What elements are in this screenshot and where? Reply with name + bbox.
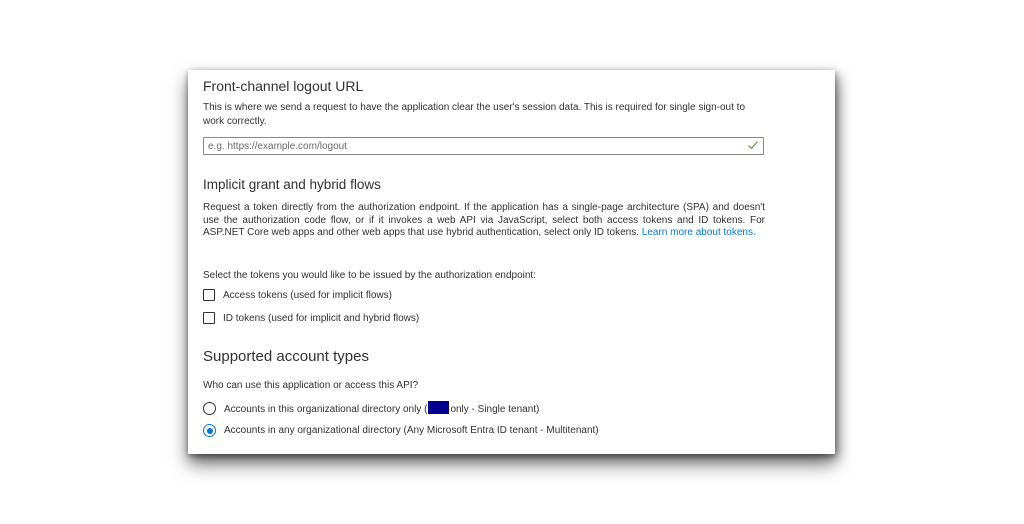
multitenant-label: Accounts in any organizational directory (Any Microsoft Entra ID tenant - Multitenant) [224,425,599,436]
settings-panel [188,70,835,454]
single-tenant-label-end: only - Single tenant) [450,404,540,415]
id-tokens-label: ID tokens (used for implicit and hybrid flows) [223,312,420,324]
logout-url-input[interactable] [208,138,728,154]
account-types-question: Who can use this application or access this API? [203,380,419,391]
multitenant-option[interactable] [203,424,599,437]
single-tenant-label-start: Accounts in this organizational directory only ( [224,404,428,415]
logout-url-description: This is where we send a request to have the application clear the user's session data. This is required for single sign-out to work correctly. [203,102,746,127]
implicit-grant-heading: Implicit grant and hybrid flows [203,177,381,192]
id-tokens-option[interactable] [203,312,419,324]
implicit-grant-text: Request a token directly from the authorization endpoint. If the application has a single-page architecture (SPA) and doesn't use the authorization code flow, or if it invokes a web API via JavaScript, select both access tokens and ID tokens. For ASP.NET Core web apps and other web apps that use hybrid authentication, select only ID tokens. [203,202,765,238]
account-types-heading: Supported account types [203,348,369,365]
multitenant-radio[interactable] [203,424,216,437]
learn-more-tokens-link[interactable]: Learn more about tokens. [641,227,756,238]
id-tokens-checkbox[interactable] [203,312,215,324]
single-tenant-label [224,401,539,415]
access-tokens-checkbox[interactable] [203,289,215,301]
access-tokens-option[interactable] [203,289,392,301]
single-tenant-radio[interactable] [203,402,216,415]
check-icon [747,139,759,151]
token-select-label: Select the tokens you would like to be issued by the authorization endpoint: [203,270,536,281]
logout-url-field[interactable] [203,137,764,155]
single-tenant-option[interactable] [203,401,539,415]
implicit-grant-description [203,202,765,240]
redacted-tenant-name [428,401,449,414]
access-tokens-label: Access tokens (used for implicit flows) [223,289,392,301]
logout-url-heading: Front-channel logout URL [203,78,364,94]
